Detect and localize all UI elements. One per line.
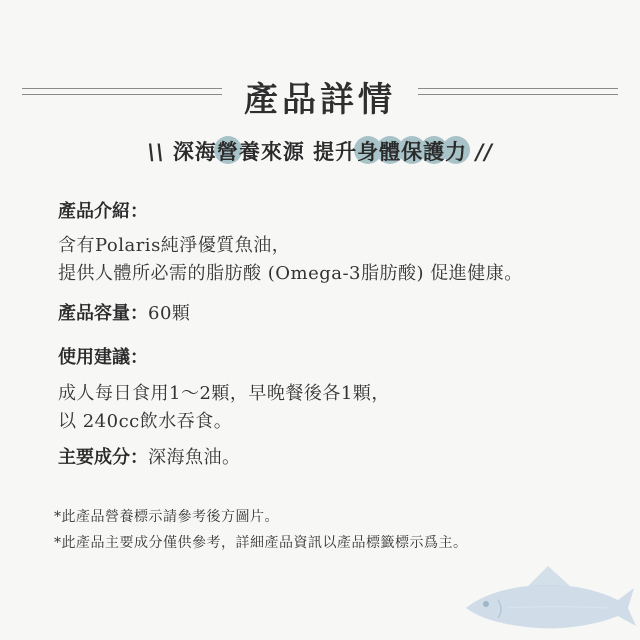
note-1: *此產品營養標示請參考後方圖片。: [54, 509, 279, 525]
highlight-circle: [445, 136, 467, 166]
title-rule-right: [418, 88, 618, 95]
usage-line-2: 以 240cc飲水吞食。: [58, 411, 233, 432]
subtitle-prefix: \\: [147, 139, 165, 164]
highlight-char: 保: [401, 139, 424, 164]
fish-icon: [458, 560, 638, 640]
capacity-section: [58, 300, 190, 328]
page-title: 產品詳情: [244, 80, 396, 120]
highlight-text-1: 營養: [216, 139, 261, 164]
intro-line-1: 含有Polaris純淨優質魚油，: [58, 235, 291, 256]
usage-section: [58, 344, 148, 372]
subtitle-part-1-pre: 深海: [172, 139, 217, 164]
note-2: *此產品主要成分僅供參考，詳細產品資訊以產品標籤標示爲主。: [54, 535, 468, 551]
intro-section: [58, 198, 148, 226]
intro-body: [58, 232, 523, 288]
usage-line-1: 成人每日食用1～2顆，早晚餐後各1顆，: [58, 383, 390, 404]
usage-label: 使用建議：: [58, 347, 148, 368]
highlight-char: 護: [423, 139, 446, 164]
highlight-char: 體: [379, 139, 402, 164]
highlight-circle: [357, 136, 379, 166]
highlight-circle: [401, 136, 423, 166]
capacity-label: 產品容量：: [58, 303, 148, 324]
highlight-circle: [217, 136, 261, 166]
highlight-char: 力: [445, 139, 468, 164]
highlight-circle: [423, 136, 445, 166]
usage-body: [58, 380, 390, 436]
capacity-value: 60顆: [148, 303, 191, 324]
subtitle-part-1-post: 來源: [260, 139, 305, 164]
subtitle-highlight-1: [217, 136, 261, 166]
ingredients-value: 深海魚油。: [148, 447, 241, 468]
intro-line-2: 提供人體所必需的脂肪酸 (Omega-3脂肪酸) 促進健康。: [58, 263, 523, 284]
subtitle-tagline: [0, 136, 640, 176]
ingredients-label: 主要成分：: [58, 447, 148, 468]
subtitle-suffix: //: [475, 139, 493, 164]
subtitle-part-2-pre: 提升: [313, 139, 358, 164]
highlight-char: 身: [357, 139, 380, 164]
title-row: [0, 72, 640, 120]
highlight-circle: [379, 136, 401, 166]
intro-label: 產品介紹：: [58, 201, 148, 222]
ingredients-section: [58, 444, 241, 472]
